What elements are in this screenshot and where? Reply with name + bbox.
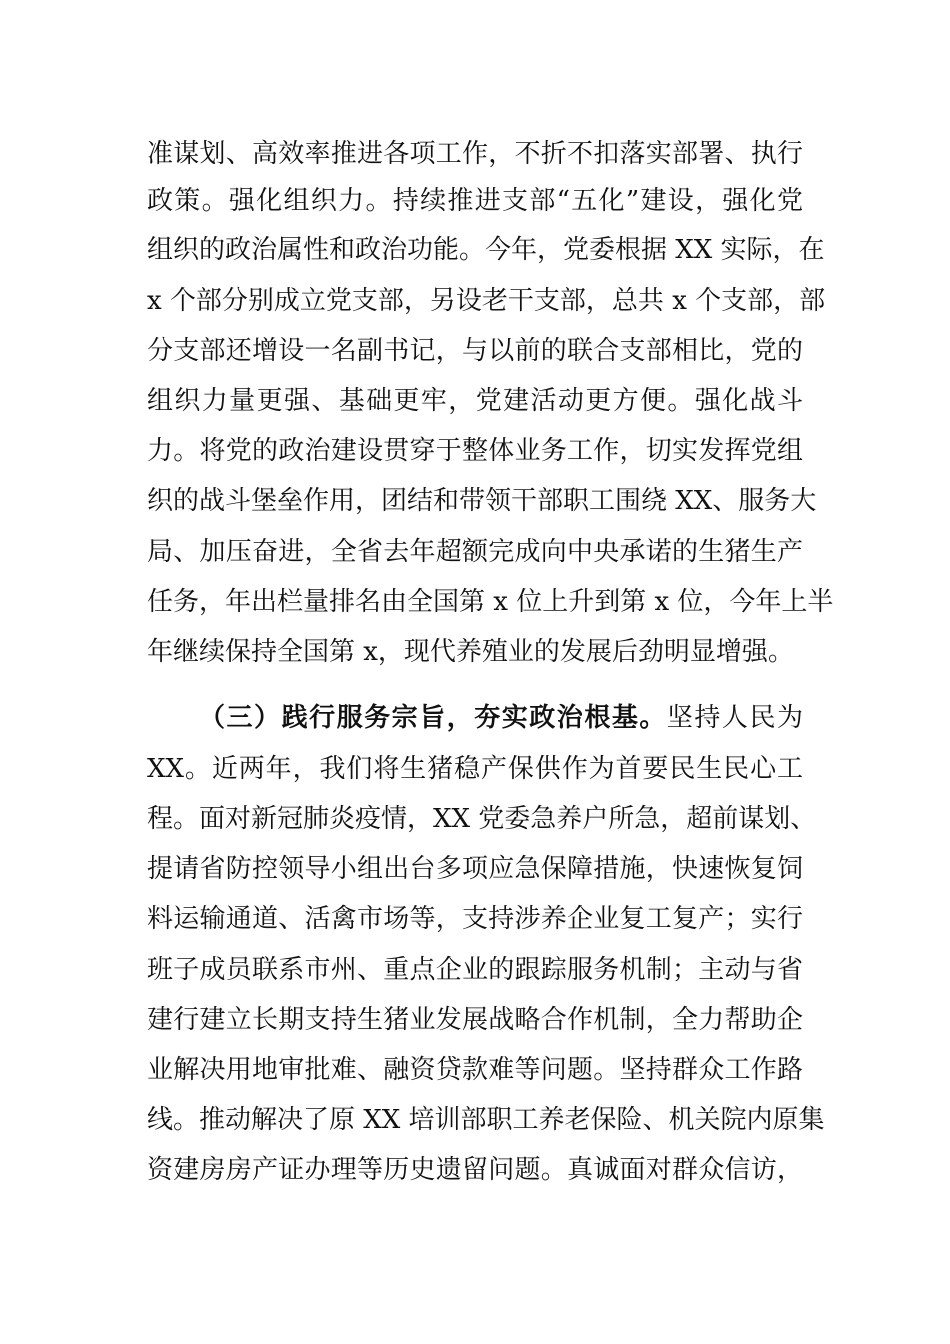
paragraph-1-line-6: 组织力量更强、基础更牢，党建活动更方便。强化战斗 <box>147 386 803 416</box>
paragraph-1-line-10: 任务，年出栏量排名由全国第 x 位上升到第 x 位，今年上半 <box>147 587 834 617</box>
paragraph-1-line-2: 政策。强化组织力。持续推进支部“五化”建设，强化党 <box>147 186 803 216</box>
paragraph-1-line-9: 局、加压奋进，全省去年超额完成向中央承诺的生猪生产 <box>147 537 803 567</box>
paragraph-2-line-1-text: 坚持人民为 <box>666 703 803 733</box>
paragraph-1-line-11: 年继续保持全国第 x，现代养殖业的发展后劲明显增强。 <box>147 637 794 667</box>
paragraph-1-line-8: 织的战斗堡垒作用，团结和带领干部职工围绕 XX、服务大 <box>147 486 817 516</box>
paragraph-2-line-3: 程。面对新冠肺炎疫情，XX 党委急养户所急，超前谋划、 <box>147 804 817 834</box>
paragraph-2-line-2: XX。近两年，我们将生猪稳产保供作为首要民生民心工 <box>147 754 803 784</box>
paragraph-1-line-1: 准谋划、高效率推进各项工作，不折不扣落实部署、执行 <box>147 139 803 169</box>
paragraph-1-line-7: 力。将党的政治建设贯穿于整体业务工作，切实发挥党组 <box>147 436 803 466</box>
paragraph-2-line-6: 班子成员联系市州、重点企业的跟踪服务机制；主动与省 <box>147 955 803 985</box>
paragraph-1-line-3: 组织的政治属性和政治功能。今年，党委根据 XX 实际，在 <box>147 235 825 265</box>
paragraph-2-line-5: 料运输通道、活禽市场等，支持涉养企业复工复产；实行 <box>147 904 803 934</box>
paragraph-2-line-10: 资建房房产证办理等历史遗留问题。真诚面对群众信访， <box>147 1155 803 1185</box>
paragraph-1-line-5: 分支部还增设一名副书记，与以前的联合支部相比，党的 <box>147 336 803 366</box>
section-heading: （三）践行服务宗旨，夯实政治根基。 <box>199 703 667 733</box>
paragraph-2-line-9: 线。推动解决了原 XX 培训部职工养老保险、机关院内原集 <box>147 1105 825 1135</box>
paragraph-1-line-4: x 个部分别成立党支部，另设老干支部，总共 x 个支部，部 <box>147 286 826 316</box>
paragraph-2-line-4: 提请省防控领导小组出台多项应急保障措施，快速恢复饲 <box>147 854 803 884</box>
paragraph-2-line-7: 建行建立长期支持生猪业发展战略合作机制，全力帮助企 <box>147 1005 803 1035</box>
paragraph-2-line-1 <box>199 698 803 738</box>
paragraph-2-line-8: 业解决用地审批难、融资贷款难等问题。坚持群众工作路 <box>147 1055 803 1085</box>
